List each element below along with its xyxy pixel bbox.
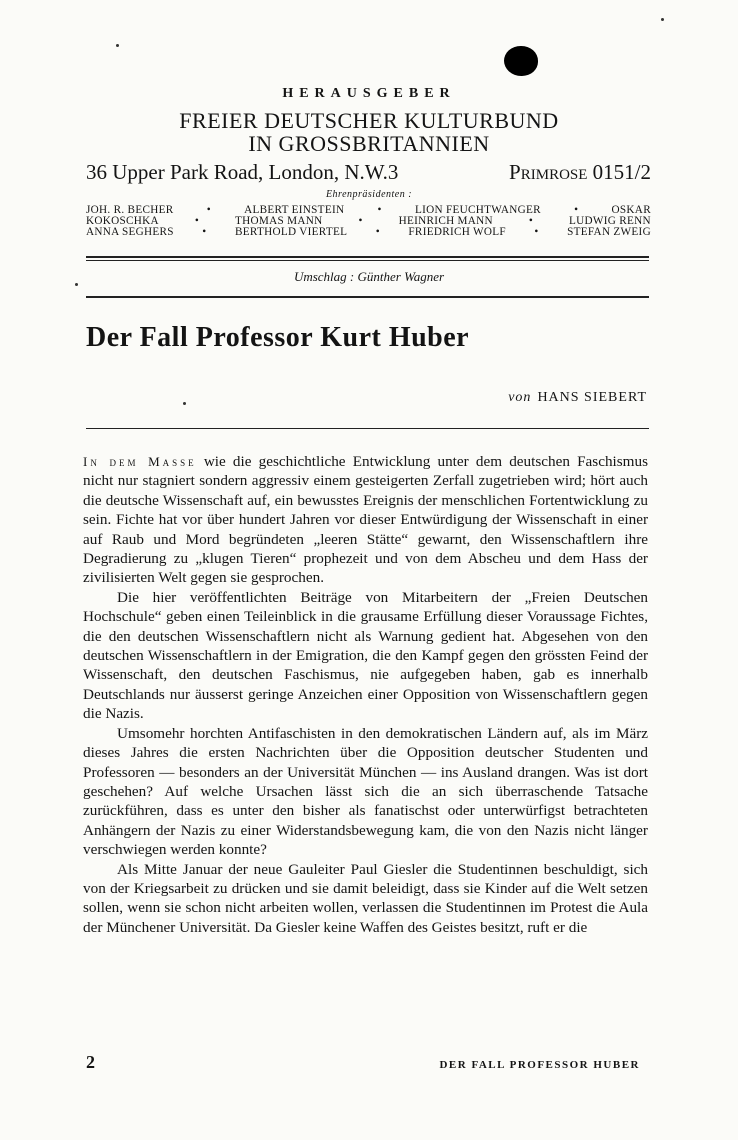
phone-exchange: Primrose <box>509 160 588 184</box>
publisher-label: HERAUSGEBER <box>282 86 456 101</box>
names-row: JOH. R. BECHER • ALBERT EINSTEIN • LION FEUCHTWANGER • OSKAR <box>86 204 651 216</box>
article-body <box>83 452 648 937</box>
honorary-name: STEFAN ZWEIG <box>567 226 651 238</box>
honorary-name: BERTHOLD VIERTEL <box>234 226 348 238</box>
honorary-name: LUDWIG RENN <box>569 215 651 227</box>
divider <box>86 256 649 258</box>
paragraph: In dem Masse wie die geschichtliche Entwicklung unter dem deutschen Faschismus nicht nur stagniert sondern aggressiv einem gesteigerten Zerfall zugetrieben wird; hört auch die deutsche Wissenschaft auf, ein bewusstes Ereignis der menschlichen Fortentwicklung zu sein. Fichte hat vor über hundert Jahren vor dieser Entwürdigung der Wissenschaft in einer auf Raub und Mord begründeten „leeren Stätte“ gewarnt, den Wissenschaftlern ihre Degradierung zu „klugen Tieren“ prophezeit und von dem Abscheu und dem Hass der zivilisierten Welt gegen sie gesprochen. <box>83 453 648 587</box>
organization-name-line1: FREIER DEUTSCHER KULTURBUND <box>179 108 559 133</box>
page-number: 2 <box>86 1052 95 1072</box>
ink-blot <box>504 46 538 76</box>
byline <box>86 390 647 406</box>
paragraph: Als Mitte Januar der neue Gauleiter Paul Giesler die Studentinnen beschuldigt, sich von der Kriegsarbeit zu drücken und sie damit beleidigt, dass sie Kinder auf die Welt setzen sollen, wenn sie schon nicht arbeiten wollen, verlassen die Studentinnen im Protest die Aula der Münchener Universität. Da Giesler keine Waffen des Geistes besitzt, ruft er die <box>83 860 648 936</box>
divider <box>86 260 649 261</box>
street-address: 36 Upper Park Road, London, N.W.3 <box>86 160 399 184</box>
article-title: Der Fall Professor Kurt Huber <box>86 322 470 353</box>
address-line <box>86 160 651 185</box>
speck <box>116 44 119 47</box>
speck <box>661 18 664 21</box>
page-footer <box>86 1052 640 1073</box>
honorary-name: JOH. R. BECHER <box>86 204 174 216</box>
honorary-name: KOKOSCHKA <box>86 215 159 227</box>
names-row: KOKOSCHKA • THOMAS MANN • HEINRICH MANN • LUDWIG RENN <box>86 215 651 227</box>
paragraph: Umsomehr horchten Antifaschisten in den demokratischen Ländern auf, als im März dieses Jahres die ersten Nachrichten über die Opposition deutscher Studenten und Professoren — besonders an der Universität München — ins Ausland drangen. Was ist dort geschehen? Auf welche Ursachen lässt sich die an sich überraschende Tatsache zurückführen, dass es unter den bisher als fanatischst oder unterwürfigst betrachteten Anhängern der Nazis zu einer Widerstandsbewegung kam, die von den Nazis nicht länger verschwiegen werden konnte? <box>83 724 648 859</box>
phone-number: 0151/2 <box>592 160 651 184</box>
honorary-name: FRIEDRICH WOLF <box>408 226 506 238</box>
honorary-name: ALBERT EINSTEIN <box>244 204 345 216</box>
honorary-name: HEINRICH MANN <box>398 215 493 227</box>
honorary-name: OSKAR <box>611 204 651 216</box>
organization-name-line2: IN GROSSBRITANNIEN <box>248 131 490 156</box>
honorary-presidents-label: Ehrenpräsidenten : <box>325 189 413 200</box>
honorary-presidents-list <box>86 205 651 238</box>
byline-prefix: von <box>508 390 532 405</box>
honorary-name: ANNA SEGHERS <box>86 226 174 238</box>
honorary-name: LION FEUCHTWANGER <box>414 204 541 216</box>
paragraph: Die hier veröffentlichten Beiträge von Mitarbeitern der „Freien Deutschen Hochschule“ geben einen Teileinblick in die grausame Erfüllung dieser Voraussage Fichtes, die den deutschen Wissenschaftlern nicht als Warnung gedient hat. Abgesehen von den deutschen Wissenschaftlern in der Emigration, die den Kampf gegen den grössten Feind der Wissenschaft, den deutschen Faschismus, nie aufgegeben haben, gab es innerhalb Deutschlands nur äusserst geringe Anzeichen einer Opposition von Wissenschaftlern gegen die Nazis. <box>83 588 648 723</box>
running-head: DER FALL PROFESSOR HUBER <box>439 1059 640 1071</box>
divider <box>86 428 649 429</box>
author-name: HANS SIEBERT <box>537 390 647 405</box>
names-row: ANNA SEGHERS • BERTHOLD VIERTEL • FRIEDRICH WOLF • STEFAN ZWEIG <box>86 226 651 238</box>
cover-credit: Umschlag : Günther Wagner <box>293 269 445 284</box>
honorary-name: THOMAS MANN <box>235 215 323 227</box>
divider <box>86 296 649 298</box>
phone <box>509 160 651 185</box>
lead-words: In dem Masse <box>83 454 197 469</box>
